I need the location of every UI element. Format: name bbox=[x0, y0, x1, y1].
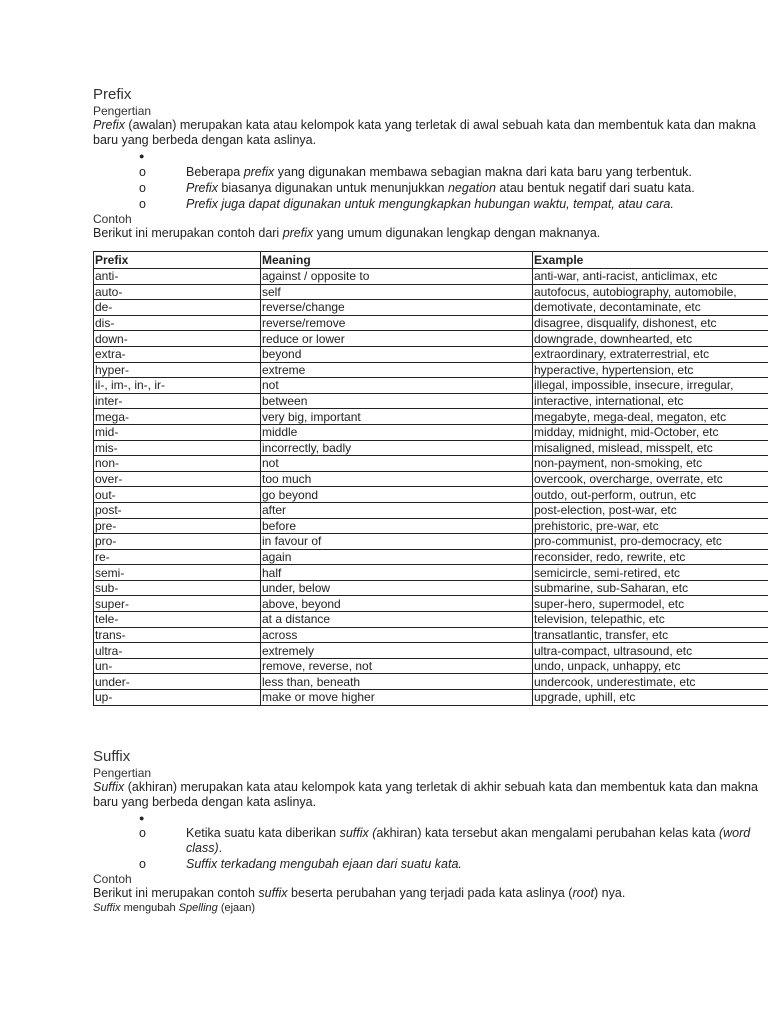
cell-example: anti-war, anti-racist, anticlimax, etc bbox=[533, 269, 768, 285]
cell-example: television, telepathic, etc bbox=[533, 612, 768, 628]
b2-post: atau bentuk negatif dari suatu kata. bbox=[495, 181, 695, 195]
cell-prefix: dis- bbox=[94, 315, 261, 331]
cell-prefix: tele- bbox=[94, 612, 261, 628]
table-row bbox=[94, 346, 768, 362]
cell-example: disagree, disqualify, dishonest, etc bbox=[533, 315, 768, 331]
cell-example: autofocus, autobiography, automobile, bbox=[533, 284, 768, 300]
cell-prefix: over- bbox=[94, 471, 261, 487]
cell-prefix: ultra- bbox=[94, 643, 261, 659]
cell-prefix: super- bbox=[94, 596, 261, 612]
cell-meaning: less than, beneath bbox=[261, 674, 533, 690]
table-row bbox=[94, 643, 768, 659]
s-small-term: Suffix bbox=[93, 901, 121, 914]
cell-prefix: semi- bbox=[94, 565, 261, 581]
cell-prefix: pre- bbox=[94, 518, 261, 534]
cell-prefix: post- bbox=[94, 502, 261, 518]
table-row bbox=[94, 518, 768, 534]
s-intro-mid: beserta perubahan yang terjadi pada kata aslinya ( bbox=[287, 885, 573, 900]
document-page bbox=[93, 86, 763, 915]
b2-term2: negation bbox=[447, 181, 496, 195]
s-intro-post: ) nya. bbox=[594, 885, 626, 900]
cell-meaning: very big, important bbox=[261, 409, 533, 425]
cell-meaning: across bbox=[261, 627, 533, 643]
header-example: Example bbox=[533, 252, 768, 269]
table-row bbox=[94, 596, 768, 612]
cell-example: overcook, overcharge, overrate, etc bbox=[533, 471, 768, 487]
cell-example: undercook, underestimate, etc bbox=[533, 674, 768, 690]
suffix-bullet-2 bbox=[93, 856, 763, 872]
cell-meaning: before bbox=[261, 518, 533, 534]
cell-example: reconsider, redo, rewrite, etc bbox=[533, 549, 768, 565]
table-row bbox=[94, 487, 768, 503]
prefix-definition bbox=[93, 118, 763, 148]
table-header-row bbox=[94, 252, 768, 269]
cell-prefix: non- bbox=[94, 456, 261, 472]
cell-prefix: hyper- bbox=[94, 362, 261, 378]
s-b1-pre: Ketika suatu kata diberikan bbox=[186, 825, 340, 840]
table-row bbox=[94, 534, 768, 550]
table-row bbox=[94, 440, 768, 456]
cell-meaning: not bbox=[261, 378, 533, 394]
prefix-bullet-1 bbox=[93, 164, 763, 180]
cell-meaning: reverse/remove bbox=[261, 315, 533, 331]
suffix-spelling-note bbox=[93, 901, 763, 915]
cell-example: undo, unpack, unhappy, etc bbox=[533, 658, 768, 674]
cell-example: prehistoric, pre-war, etc bbox=[533, 518, 768, 534]
cell-example: outdo, out-perform, outrun, etc bbox=[533, 487, 768, 503]
bullet-dot: ● bbox=[139, 151, 145, 161]
s-small-mid: mengubah bbox=[120, 901, 179, 914]
table-row bbox=[94, 284, 768, 300]
cell-prefix: re- bbox=[94, 549, 261, 565]
suffix-pengertian-label: Pengertian bbox=[93, 765, 152, 780]
cell-example: post-election, post-war, etc bbox=[533, 502, 768, 518]
table-row bbox=[94, 471, 768, 487]
cell-prefix: mis- bbox=[94, 440, 261, 456]
cell-prefix: un- bbox=[94, 658, 261, 674]
cell-meaning: reverse/change bbox=[261, 300, 533, 316]
table-row bbox=[94, 300, 768, 316]
prefix-table bbox=[93, 251, 768, 706]
cell-example: upgrade, uphill, etc bbox=[533, 690, 768, 706]
s-b1-mid: akhiran) kata tersebut akan mengalami perubahan kelas kata bbox=[376, 825, 719, 840]
b1-post: yang digunakan membawa sebagian makna dari kata baru yang terbentuk. bbox=[274, 165, 692, 179]
cell-prefix: mega- bbox=[94, 409, 261, 425]
table-row bbox=[94, 409, 768, 425]
bullet-o: o bbox=[139, 181, 146, 195]
s-b1-term: suffix ( bbox=[339, 825, 377, 840]
cell-meaning: incorrectly, badly bbox=[261, 440, 533, 456]
cell-meaning: middle bbox=[261, 424, 533, 440]
cell-meaning: again bbox=[261, 549, 533, 565]
cell-example: interactive, international, etc bbox=[533, 393, 768, 409]
s-small-term2: Spelling bbox=[178, 901, 218, 914]
cell-example: megabyte, mega-deal, megaton, etc bbox=[533, 409, 768, 425]
cell-example: ultra-compact, ultrasound, etc bbox=[533, 643, 768, 659]
table-row bbox=[94, 378, 768, 394]
bullet-o: o bbox=[139, 165, 146, 179]
suffix-bullet-empty bbox=[93, 810, 763, 826]
s-intro-pre: Berikut ini merupakan contoh bbox=[93, 885, 259, 900]
table-row bbox=[94, 315, 768, 331]
table-row bbox=[94, 549, 768, 565]
cell-prefix: inter- bbox=[94, 393, 261, 409]
prefix-def-text: (awalan) merupakan kata atau kelompok kata yang terletak di awal sebuah kata dan membentuk kata dan makna baru yang berbeda dengan kata aslinya. bbox=[93, 118, 756, 147]
cell-prefix: extra- bbox=[94, 346, 261, 362]
suffix-def-term: Suffix bbox=[93, 779, 125, 794]
cell-example: transatlantic, transfer, etc bbox=[533, 627, 768, 643]
cell-meaning: reduce or lower bbox=[261, 331, 533, 347]
cell-meaning: under, below bbox=[261, 580, 533, 596]
cell-meaning: half bbox=[261, 565, 533, 581]
s-intro-term2: root bbox=[572, 885, 595, 900]
suffix-heading: Suffix bbox=[93, 747, 131, 765]
cell-prefix: up- bbox=[94, 690, 261, 706]
cell-example: demotivate, decontaminate, etc bbox=[533, 300, 768, 316]
cell-prefix: under- bbox=[94, 674, 261, 690]
cell-prefix: anti- bbox=[94, 269, 261, 285]
prefix-intro bbox=[93, 226, 763, 241]
cell-prefix: mid- bbox=[94, 424, 261, 440]
cell-example: illegal, impossible, insecure, irregular, bbox=[533, 378, 768, 394]
cell-meaning: after bbox=[261, 502, 533, 518]
b2-term: Prefix bbox=[186, 181, 218, 195]
bullet-dot: ● bbox=[139, 812, 145, 823]
table-row bbox=[94, 393, 768, 409]
s-small-post: (ejaan) bbox=[217, 901, 256, 914]
prefix-def-term: Prefix bbox=[93, 118, 125, 132]
cell-example: pro-communist, pro-democracy, etc bbox=[533, 534, 768, 550]
table-row bbox=[94, 565, 768, 581]
cell-example: hyperactive, hypertension, etc bbox=[533, 362, 768, 378]
cell-meaning: not bbox=[261, 456, 533, 472]
cell-meaning: go beyond bbox=[261, 487, 533, 503]
b1-term: prefix bbox=[243, 165, 275, 179]
table-row bbox=[94, 674, 768, 690]
intro-term: prefix bbox=[282, 226, 314, 240]
intro-pre: Berikut ini merupakan contoh dari bbox=[93, 226, 283, 240]
table-row bbox=[94, 658, 768, 674]
header-prefix: Prefix bbox=[94, 252, 261, 269]
table-row bbox=[94, 456, 768, 472]
cell-prefix: sub- bbox=[94, 580, 261, 596]
b3-text: Prefix juga dapat digunakan untuk mengungkapkan hubungan waktu, tempat, atau cara. bbox=[186, 197, 674, 211]
bullet-o: o bbox=[139, 197, 146, 211]
b2-mid: biasanya digunakan untuk menunjukkan bbox=[217, 181, 448, 195]
cell-prefix: down- bbox=[94, 331, 261, 347]
table-row bbox=[94, 627, 768, 643]
prefix-heading: Prefix bbox=[93, 86, 132, 103]
suffix-definition bbox=[93, 780, 763, 810]
suffix-def-text: (akhiran) merupakan kata atau kelompok kata yang terletak di akhir sebuah kata dan membentuk kata dan makna baru yang berbeda dengan kata aslinya. bbox=[93, 779, 758, 809]
s-b1-post: . bbox=[218, 840, 223, 855]
cell-prefix: out- bbox=[94, 487, 261, 503]
cell-meaning: extremely bbox=[261, 643, 533, 659]
table-row bbox=[94, 424, 768, 440]
header-meaning: Meaning bbox=[261, 252, 533, 269]
cell-meaning: against / opposite to bbox=[261, 269, 533, 285]
cell-example: downgrade, downhearted, etc bbox=[533, 331, 768, 347]
prefix-bullet-3 bbox=[93, 196, 763, 212]
cell-meaning: extreme bbox=[261, 362, 533, 378]
prefix-contoh-label: Contoh bbox=[93, 212, 132, 226]
cell-meaning: between bbox=[261, 393, 533, 409]
cell-prefix: pro- bbox=[94, 534, 261, 550]
table-row bbox=[94, 612, 768, 628]
cell-example: extraordinary, extraterrestrial, etc bbox=[533, 346, 768, 362]
s-intro-term: suffix bbox=[258, 885, 288, 900]
cell-meaning: in favour of bbox=[261, 534, 533, 550]
cell-meaning: remove, reverse, not bbox=[261, 658, 533, 674]
prefix-bullet-2 bbox=[93, 180, 763, 196]
s-b2-text: Suffix terkadang mengubah ejaan dari suatu kata. bbox=[186, 856, 462, 871]
intro-post: yang umum digunakan lengkap dengan maknanya. bbox=[313, 226, 601, 240]
bullet-o: o bbox=[139, 856, 146, 871]
s-b1-term2: (word class) bbox=[186, 825, 751, 855]
cell-meaning: too much bbox=[261, 471, 533, 487]
table-row bbox=[94, 690, 768, 706]
suffix-intro bbox=[93, 886, 763, 901]
cell-example: semicircle, semi-retired, etc bbox=[533, 565, 768, 581]
prefix-pengertian-label: Pengertian bbox=[93, 104, 152, 118]
table-row bbox=[94, 502, 768, 518]
suffix-bullet-1 bbox=[93, 826, 763, 856]
table-row bbox=[94, 580, 768, 596]
cell-example: midday, midnight, mid-October, etc bbox=[533, 424, 768, 440]
cell-meaning: self bbox=[261, 284, 533, 300]
cell-prefix: il-, im-, in-, ir- bbox=[94, 378, 261, 394]
table-row bbox=[94, 362, 768, 378]
table-row bbox=[94, 269, 768, 285]
suffix-contoh-label: Contoh bbox=[93, 871, 132, 886]
bullet-o: o bbox=[139, 825, 146, 840]
cell-prefix: auto- bbox=[94, 284, 261, 300]
cell-meaning: beyond bbox=[261, 346, 533, 362]
cell-prefix: de- bbox=[94, 300, 261, 316]
b1-pre: Beberapa bbox=[186, 165, 244, 179]
cell-meaning: above, beyond bbox=[261, 596, 533, 612]
cell-example: super-hero, supermodel, etc bbox=[533, 596, 768, 612]
cell-example: submarine, sub-Saharan, etc bbox=[533, 580, 768, 596]
cell-example: non-payment, non-smoking, etc bbox=[533, 456, 768, 472]
cell-example: misaligned, mislead, misspelt, etc bbox=[533, 440, 768, 456]
cell-prefix: trans- bbox=[94, 627, 261, 643]
table-row bbox=[94, 331, 768, 347]
cell-meaning: at a distance bbox=[261, 612, 533, 628]
prefix-bullet-empty bbox=[93, 148, 763, 164]
cell-meaning: make or move higher bbox=[261, 690, 533, 706]
